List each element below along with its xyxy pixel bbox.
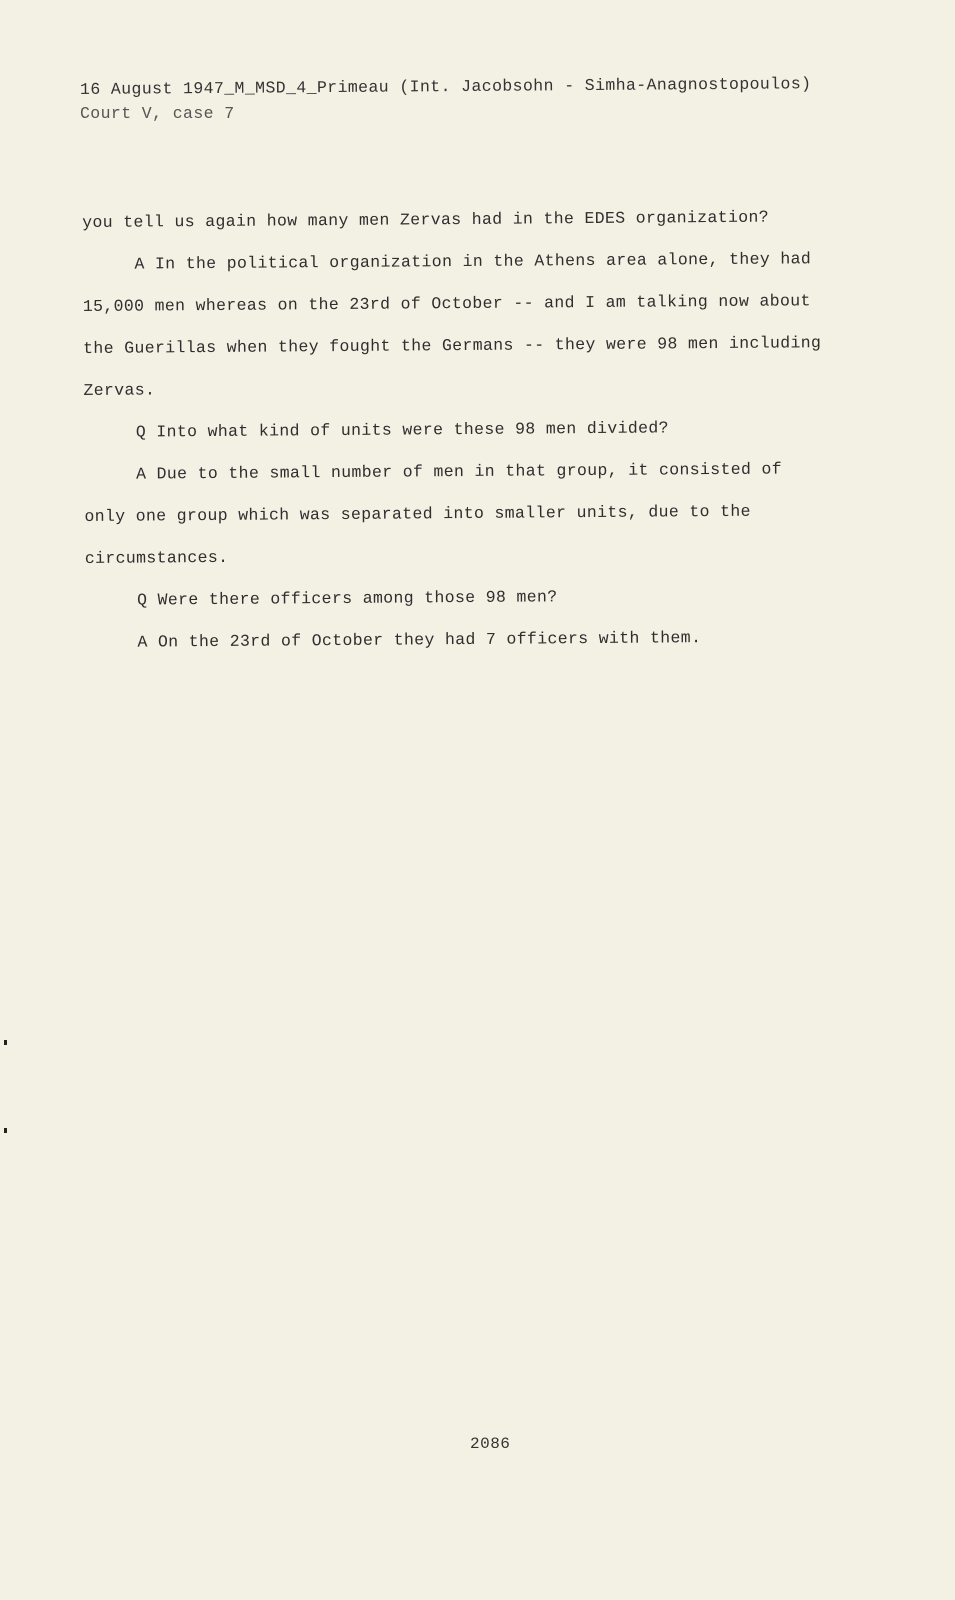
transcript-paragraph: A On the 23rd of October they had 7 officers with them.	[137, 628, 702, 652]
transcript-paragraph: Q Were there officers among those 98 men?	[137, 587, 558, 610]
edge-mark	[4, 1128, 7, 1133]
page-number: 2086	[470, 1435, 511, 1453]
edge-mark	[4, 1040, 7, 1045]
document-header	[79, 74, 880, 126]
header-date-line: 16 August 1947_M_MSD_4_Primeau (Int. Jacobsohn - Simha-Anagnostopoulos)	[79, 74, 812, 99]
header-court-line: Court V, case 7	[80, 104, 235, 123]
transcript-body	[82, 196, 826, 664]
transcript-paragraph: A In the political organization in the Athens area alone, they had 15,000 men whereas on the 23rd of October -- and I am talking now about the Guerillas when they fought the Germans -- they were 98 men including Zervas.	[82, 249, 822, 400]
transcript-paragraph: Q Into what kind of units were these 98 men divided?	[135, 418, 669, 442]
transcript-paragraph: A Due to the small number of men in that group, it consisted of only one group which was separated into smaller units, due to the circumstances.	[84, 459, 783, 568]
transcript-paragraph: you tell us again how many men Zervas had in the EDES organization?	[82, 207, 770, 232]
